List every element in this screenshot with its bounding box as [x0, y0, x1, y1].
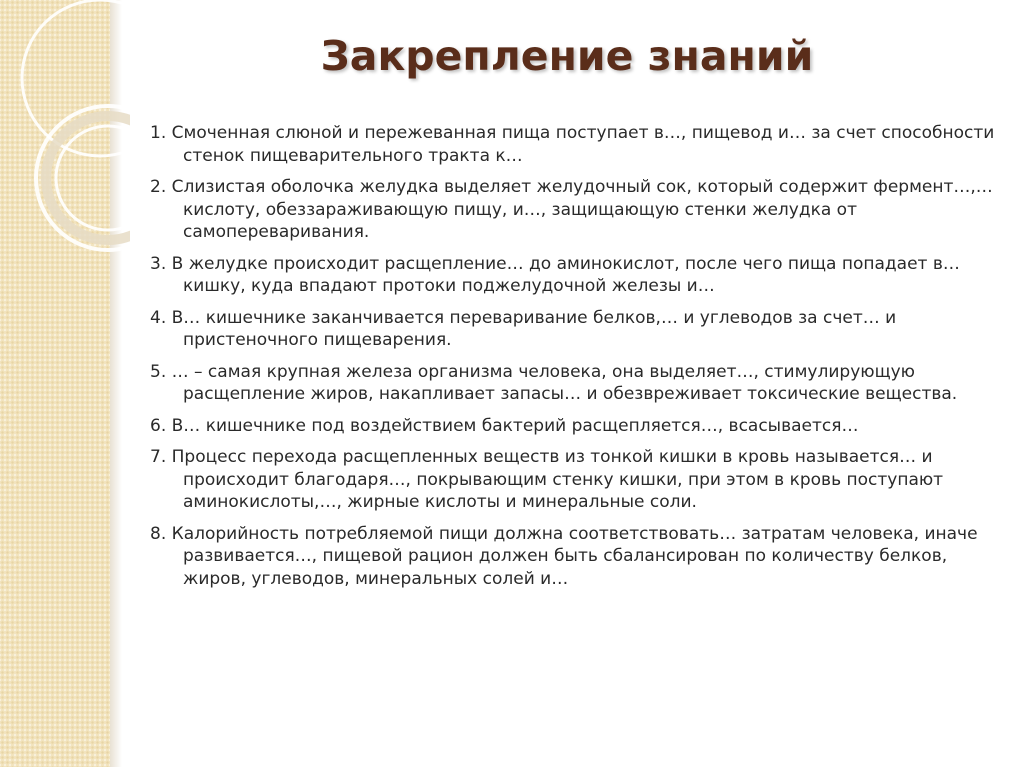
list-item: 3. В желудке происходит расщепление… до аминокислот, после чего пища попадает в… кишку, куда впадают протоки поджелудочной железы и…	[150, 253, 960, 296]
list-item: 4. В… кишечнике заканчивается переваривание белков,… и углеводов за счет… и пристеночного пищеварения.	[150, 307, 897, 350]
list-item: 8. Калорийность потребляемой пищи должна соответствовать… затратам человека, иначе развивается…, пищевой рацион должен быть сбалансирован по количеству белков, жиров, углеводов, минеральных солей и…	[150, 523, 978, 589]
question-list	[150, 122, 995, 599]
list-item: 5. … – самая крупная железа организма человека, она выделяет…, стимулирующую расщепление жиров, накапливает запасы… и обезвреживает токсические вещества.	[150, 361, 958, 404]
list-item: 6. В… кишечнике под воздействием бактерий расщепляется…, всасывается…	[150, 415, 859, 436]
list-item: 1. Смоченная слюной и пережеванная пища поступает в…, пищевод и… за счет способности стенок пищеварительного тракта к…	[150, 123, 995, 166]
slide-title: Закрепление знаний	[320, 32, 814, 80]
decor-circle-inner	[56, 126, 130, 230]
list-item: 7. Процесс перехода расщепленных веществ из тонкой кишки в кровь называется… и происходит благодаря…, покрывающим стенку кишки, при этом в кровь поступают аминокислоты,…, жирные кислоты и минеральные соли.	[150, 447, 944, 512]
decor-circle-ring	[46, 116, 130, 240]
list-item: 2. Слизистая оболочка желудка выделяет желудочный сок, который содержит фермент…,… кислоту, обеззараживающую пищу, и…, защищающую стенки желудка от самопереваривания.	[150, 177, 993, 242]
